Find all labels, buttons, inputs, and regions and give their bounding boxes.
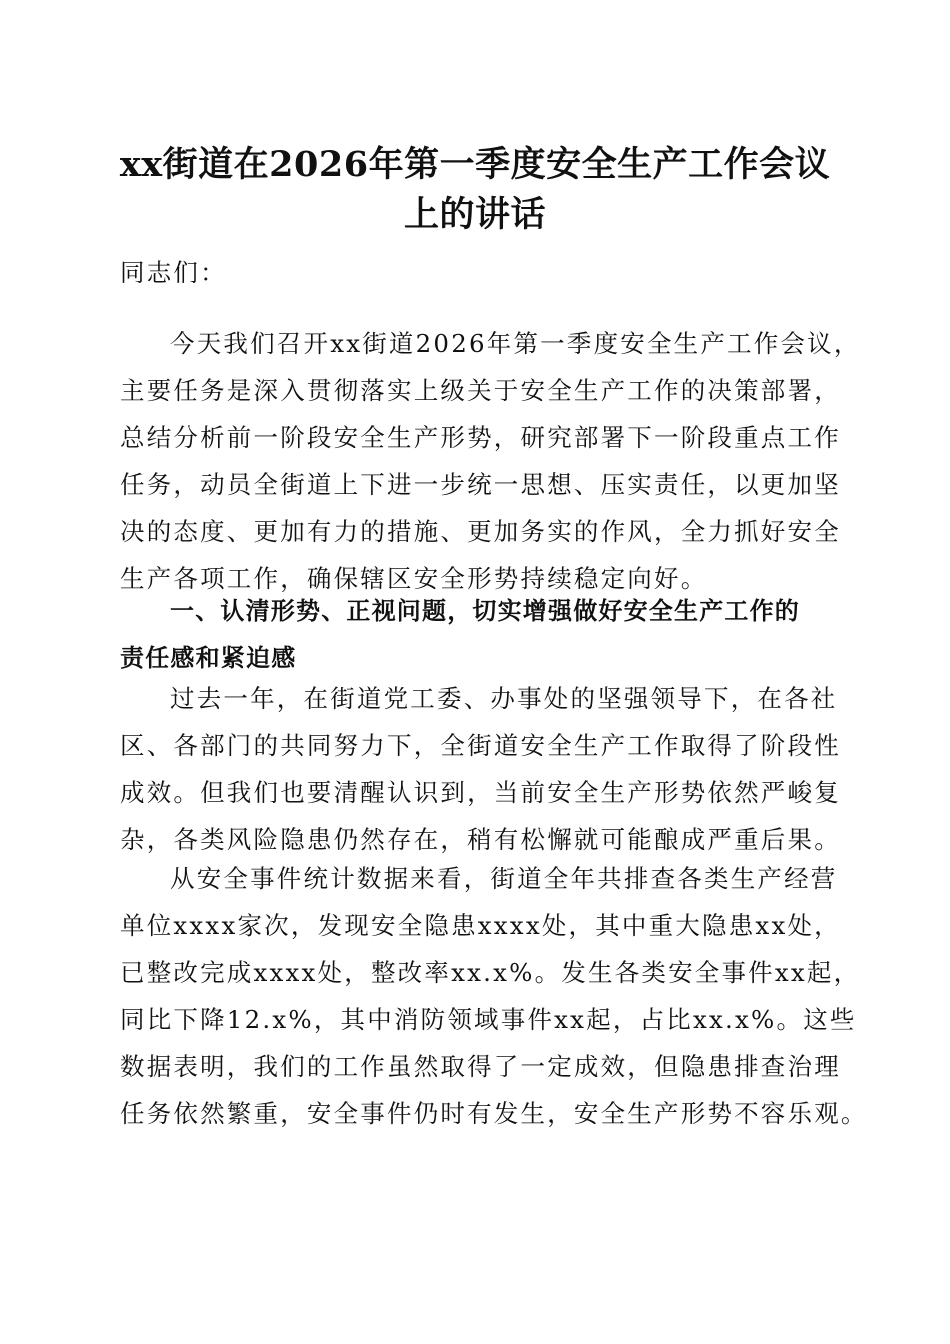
heading-line: 责任感和紧迫感 [120,644,297,672]
paragraph-line: 同比下降12.x%，其中消防领域事件xx起，占比xx.x%。这些 [120,1005,857,1034]
document-title [110,140,840,240]
paragraph-line: 成效。但我们也要清醒认识到，当前安全生产形势依然严峻复 [120,778,841,807]
title-line-2: 上的讲话 [403,194,546,235]
paragraph-line: 已整改完成xxxx处，整改率xx.x%。发生各类安全事件xx起， [120,958,861,987]
paragraph-line: 任务，动员全街道上下进一步统一思想、压实责任，以更加坚 [120,470,841,499]
salutation: 同志们： [120,258,227,287]
paragraph-line: 决的态度、更加有力的措施、更加务实的作风，全力抓好安全 [120,517,841,546]
title-line-1: xx街道在2026年第一季度安全生产工作会议 [119,144,831,185]
paragraph-line: 杂，各类风险隐患仍然存在，稍有松懈就可能酿成严重后果。 [120,825,841,854]
paragraph-line: 过去一年，在街道党工委、办事处的坚强领导下，在各社 [170,684,838,713]
paragraph-line: 任务依然繁重，安全事件仍时有发生，安全生产形势不容乐观。 [120,1099,868,1128]
section-heading-1 [120,588,830,682]
heading-line: 一、认清形势、正视问题，切实增强做好安全生产工作的 [170,597,800,625]
paragraph-line: 数据表明，我们的工作虽然取得了一定成效，但隐患排查治理 [120,1052,841,1081]
paragraph-intro [120,320,861,602]
paragraph-situation [120,675,841,863]
paragraph-line: 生产各项工作，确保辖区安全形势持续稳定向好。 [120,564,708,593]
paragraph-line: 单位xxxx家次，发现安全隐患xxxx处，其中重大隐患xx处， [120,911,841,940]
paragraph-line: 主要任务是深入贯彻落实上级关于安全生产工作的决策部署， [120,376,841,405]
paragraph-line: 今天我们召开xx街道2026年第一季度安全生产工作会议， [170,329,861,358]
paragraph-line: 总结分析前一阶段安全生产形势，研究部署下一阶段重点工作 [120,423,841,452]
paragraph-line: 从安全事件统计数据来看，街道全年共排查各类生产经营 [170,864,838,893]
paragraph-line: 区、各部门的共同努力下，全街道安全生产工作取得了阶段性 [120,731,841,760]
paragraph-statistics [120,855,868,1137]
